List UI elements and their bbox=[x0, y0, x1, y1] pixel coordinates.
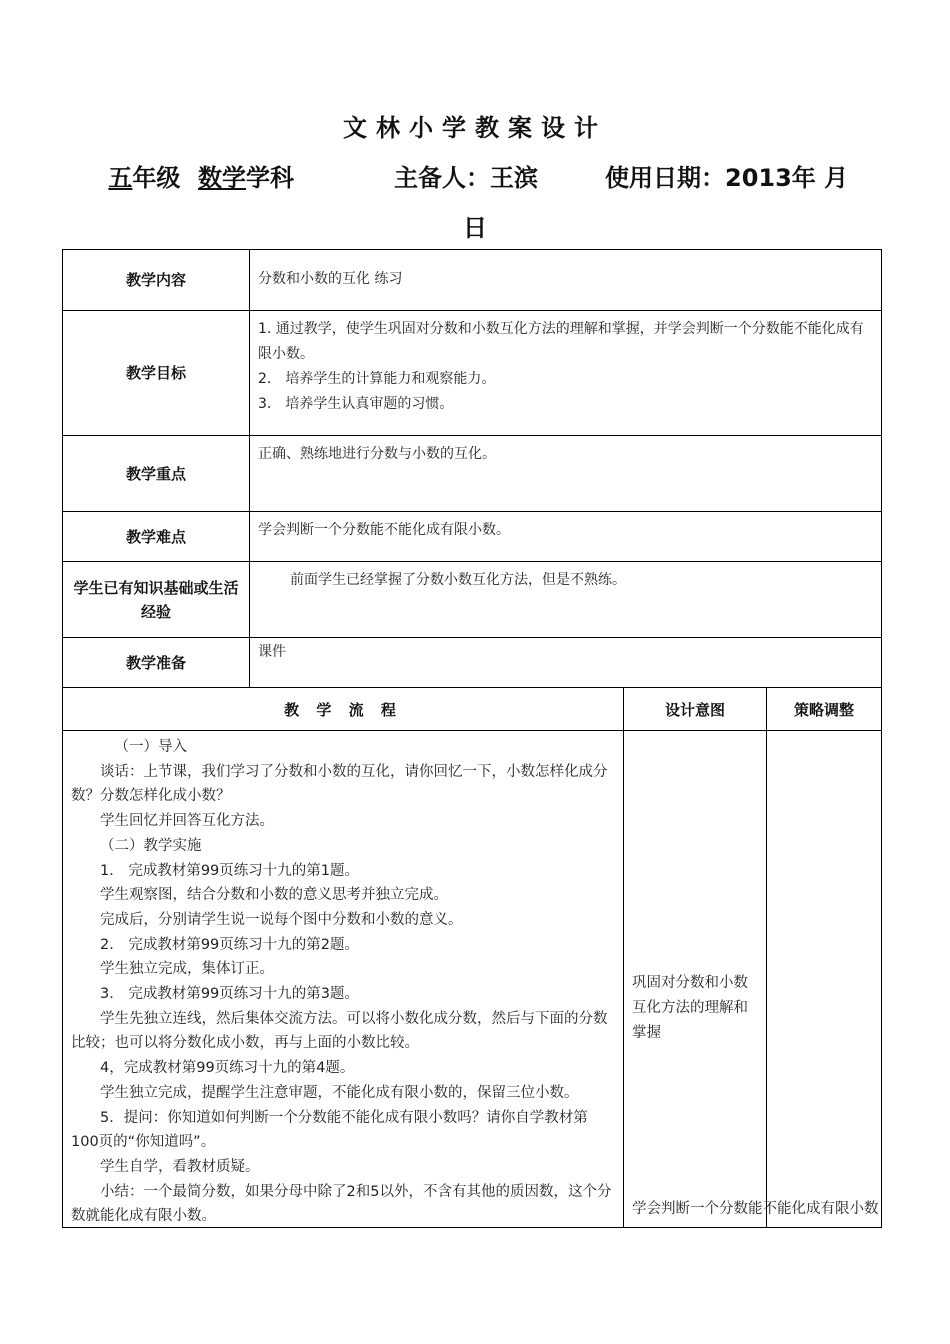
flow-paragraph: 学生先独立连线，然后集体交流方法。可以将小数化成分数，然后与下面的分数比较；也可以将分数化成小数，再与上面的小数比较。 bbox=[71, 1010, 608, 1052]
difficult-points bbox=[250, 512, 882, 562]
design-intent-cell bbox=[624, 731, 879, 1228]
content-line: 正确、熟练地进行分数与小数的互化。 bbox=[258, 446, 496, 462]
flow-paragraph: 3． 完成教材第99页练习十九的第3题。 bbox=[100, 986, 360, 1003]
content-line: 前面学生已经掌握了分数小数互化方法，但是不熟练。 bbox=[290, 572, 626, 588]
flow-paragraph: 完成后，分别请学生说一说每个图中分数和小数的意义。 bbox=[100, 911, 463, 928]
header-design-intent: 设计意图 bbox=[624, 688, 767, 731]
row-label: 教学准备 bbox=[63, 638, 250, 688]
strategy-adjustment-cell bbox=[767, 731, 882, 1228]
header-strategy-adjustment: 策略调整 bbox=[767, 688, 882, 731]
flow-paragraph: 5．提问：你知道如何判断一个分数能不能化成有限小数吗？请你自学教材第100页的“你知道吗”。 bbox=[71, 1109, 588, 1151]
flow-paragraph: 2． 完成教材第99页练习十九的第2题。 bbox=[100, 936, 360, 953]
subject-value: 数学 bbox=[198, 164, 246, 192]
row-label: 教学内容 bbox=[63, 250, 250, 311]
header-teaching-flow: 教 学 流 程 bbox=[63, 688, 624, 731]
table-row bbox=[63, 512, 882, 562]
preparer: 主备人：王滨 bbox=[394, 164, 538, 192]
design-intent-text: 巩固对分数和小数互化方法的理解和掌握 bbox=[632, 975, 748, 1041]
content-line: 分数和小数的互化 练习 bbox=[258, 271, 403, 287]
flow-paragraph: （二）教学实施 bbox=[100, 837, 202, 854]
table-row bbox=[63, 731, 882, 1228]
grade-suffix: 年级 bbox=[132, 164, 181, 192]
table-row bbox=[63, 638, 882, 688]
use-date: 使用日期：2013年 月 bbox=[605, 164, 849, 192]
table-row bbox=[63, 436, 882, 512]
document-title: 文林小学教案设计 bbox=[343, 114, 607, 142]
flow-paragraph: 学生回忆并回答互化方法。 bbox=[100, 813, 274, 830]
subject-suffix: 学科 bbox=[246, 164, 294, 192]
flow-table bbox=[62, 687, 882, 1228]
key-points bbox=[250, 436, 882, 512]
table-row bbox=[63, 688, 882, 731]
use-date-day: 日 bbox=[463, 214, 487, 242]
flow-paragraph: 学生自学，看教材质疑。 bbox=[100, 1158, 260, 1175]
teaching-preparation bbox=[250, 638, 882, 688]
flow-paragraph: 学生独立完成，集体订正。 bbox=[100, 961, 274, 978]
info-table bbox=[62, 249, 882, 688]
flow-paragraph: 学生独立完成，提醒学生注意审题，不能化成有限小数的，保留三位小数。 bbox=[100, 1084, 579, 1101]
flow-paragraph: 学生观察图，结合分数和小数的意义思考并独立完成。 bbox=[100, 887, 448, 904]
content-line: 学会判断一个分数能不能化成有限小数。 bbox=[258, 522, 510, 538]
content-line: 1. 通过教学，使学生巩固对分数和小数互化方法的理解和掌握，并学会判断一个分数能不能化成有限小数。 bbox=[258, 321, 864, 362]
subject-field bbox=[198, 158, 294, 193]
flow-paragraph: 谈话：上节课，我们学习了分数和小数的互化，请你回忆一下，小数怎样化成分数？分数怎样化成小数？ bbox=[71, 763, 608, 805]
row-label: 教学目标 bbox=[63, 311, 250, 436]
content-line: 2． 培养学生的计算能力和观察能力。 bbox=[258, 371, 496, 387]
flow-paragraph: 1． 完成教材第99页练习十九的第1题。 bbox=[100, 862, 360, 879]
grade-value: 五 bbox=[108, 164, 133, 192]
flow-paragraph: 小结：一个最简分数，如果分母中除了2和5以外，不含有其他的质因数，这个分数就能化成有限小数。 bbox=[71, 1183, 612, 1225]
teaching-content bbox=[250, 250, 882, 311]
flow-paragraph: 4，完成教材第99页练习十九的第4题。 bbox=[100, 1060, 355, 1077]
grade-field bbox=[100, 158, 180, 193]
content-line: 课件 bbox=[258, 644, 286, 660]
table-row bbox=[63, 250, 882, 311]
content-line: 3． 培养学生认真审题的习惯。 bbox=[258, 396, 454, 412]
teaching-objectives bbox=[250, 311, 882, 436]
row-label: 教学难点 bbox=[63, 512, 250, 562]
flow-paragraph: （一）导入 bbox=[114, 739, 187, 755]
table-row bbox=[63, 311, 882, 436]
teaching-flow-cell bbox=[63, 731, 624, 1228]
design-intent-text: 学会判断一个分数能不能化成有限小数 bbox=[632, 1201, 879, 1217]
row-label: 教学重点 bbox=[63, 436, 250, 512]
table-row bbox=[63, 562, 882, 638]
row-label: 学生已有知识基础或生活经验 bbox=[63, 562, 250, 638]
prior-knowledge bbox=[250, 562, 882, 638]
